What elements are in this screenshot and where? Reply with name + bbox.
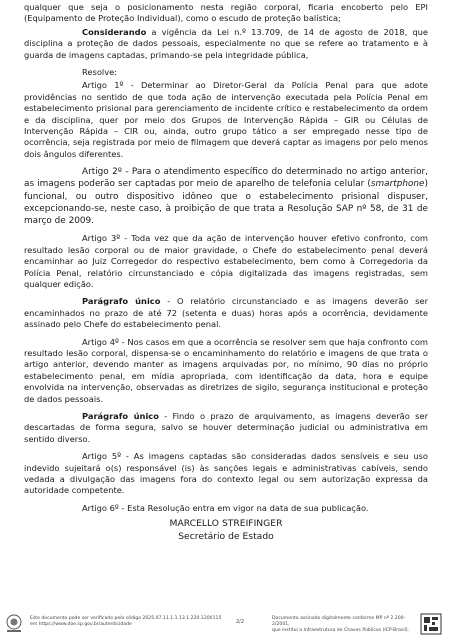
paragraph-unico-3 [24,296,428,330]
paragraph-text: qualquer que seja o posicionamento nesta região corporal, ficaria encoberto pelo EPI (Equipamento de Proteção Individual), como o escudo de proteção balística; [24,2,428,24]
paragraph-unico-4-label: Parágrafo único [82,410,159,421]
article-4-label: Artigo 4º [82,336,119,347]
article-6-text: - Esta Resolução entra em vigor na data de sua publicação. [118,502,369,513]
icp-brasil-logo-icon [420,613,442,635]
article-4 [24,337,428,405]
signature-note-line-1: Documento assinado digitalmente conforme MP nº 2.200-2/2001, [272,616,406,627]
state-seal-icon [3,613,25,633]
article-5-label: Artigo 5º [82,451,122,462]
article-1-label: Artigo 1º [82,80,124,91]
page-number: 2/2 [236,619,245,625]
paragraph-unico-4 [24,411,428,445]
article-3 [24,233,428,290]
verification-line-1: Este documento pode ser verificado pelo código 2025.07.11.1.1.13.1.220.1200115 [30,616,222,621]
signature-note [272,616,417,634]
page-footer [0,610,452,639]
article-6-label: Artigo 6º [82,502,119,513]
considerando-label: Considerando [82,26,147,37]
article-5 [24,451,428,497]
article-2-italic: smartphone [370,179,425,190]
verification-note [30,616,230,628]
article-2 [24,166,428,227]
considerando-text: a vigência da Lei n.º 13.709, de 14 de agosto de 2018, que disciplina a proteção de dados pessoais, especialmente no que se refere ao tratamento e à guarda de imagens captadas, primando-se pela integridade pública, [24,26,428,60]
article-2-text-a: - Para o atendimento específico do determinado no artigo anterior, as imagens poderão ser captadas por meio de aparelho de telefonia celular ( [24,167,428,190]
article-5-text: - As imagens captadas são consideradas dados sensíveis e seu uso indevido sujeitará o(s) responsável (is) às sanções legais e administrativas cabíveis, sendo vedada a divulgação das imagens fora do contexto legal ou sem autorização expressa da autoridade competente. [24,451,428,496]
article-3-label: Artigo 3º [82,233,121,244]
article-2-text-b: ) funcional, ou outro dispositivo idôneo que o estabelecimento prisional dispuser, excepcionando-se, neste caso, à proibição de que trata a Resolução SAP nº 58, de 31 de março de 2009. [24,179,428,227]
signature-name: MARCELLO STREIFINGER [169,518,283,530]
paragraph-unico-4-text: - Findo o prazo de arquivamento, as imagens deverão ser descartadas de forma segura, salvo se houver determinação judicial ou administrativa em sentido diverso. [24,410,428,444]
verification-line-2[interactable]: em https://www.doe.sp.gov.br/autenticidade [30,622,132,627]
paragraph-unico-3-label: Parágrafo único [82,296,161,307]
document-body [24,2,428,543]
paragraph-epi [24,2,428,25]
paragraph-considerando [24,27,428,61]
resolve-label: Resolve: [82,67,118,78]
article-2-label: Artigo 2º [82,167,122,178]
signature-note-line-2: que institui a Infraestrutura de Chaves Públicas (ICP-Brasil). [272,628,410,633]
article-6 [24,503,428,514]
signature-block [24,518,428,543]
article-4-text: - Nos casos em que a ocorrência se resolver sem que haja confronto com resultado lesão corporal, dispensa-se o encaminhamento do relatório e imagens de que trata o artigo anterior, devendo manter as imagens arquivadas por, no mínimo, 90 dias no próprio estabelecimento penal, em mídia apropriada, com identificação da data, hora e equipe envolvida na intervenção, observadas as diretrizes de sigilo, segurança institucional e proteção de dados pessoais. [24,336,428,404]
article-1-text: - Determinar ao Diretor-Geral da Polícia Penal para que adote providências no sentido de que toda ação de intervenção executada pela Polícia Penal em estabelecimento prisional para gerenciamento de incidente crítico e restabelecimento da ordem e da disciplina, quer por meio dos Grupos de Intervenção Rápida – GIR ou Células de Intervenção Rápida – CIR ou, ainda, outro grupo tático a ser empregado nesse tipo de ocorrência, seja registrada por meio de filmagem que deverá captar as imagens por pelo menos dois ângulos diferentes. [24,80,428,159]
resolve-heading [24,67,428,78]
signature-role: Secretário de Estado [178,530,274,542]
article-3-text: - Toda vez que da ação de intervenção houver efetivo confronto, com resultado lesão corporal ou de maior gravidade, o Chefe do estabelecimento penal deverá encaminhar ao Juiz Corregedor do respectivo estabelecimento, bem como à Corregedoria da Polícia Penal, relatório circunstanciado e cópia digitalizada das imagens registradas, sem qualquer edição. [24,233,428,289]
paragraph-unico-3-text: - O relatório circunstanciado e as imagens deverão ser encaminhados no prazo de até 72 (setenta e duas) horas após a ocorrência, devidamente assinado pelo Chefe do estabelecimento penal. [24,296,428,330]
article-1 [24,80,428,160]
